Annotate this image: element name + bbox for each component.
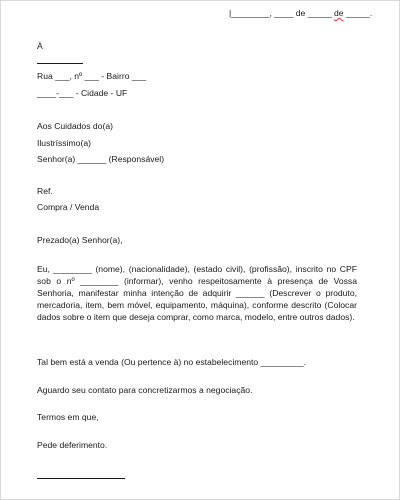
- reference-subject: Compra / Venda: [37, 202, 100, 212]
- date-line: [229, 8, 372, 18]
- greeting: Prezado(a) Senhor(a),: [37, 235, 123, 245]
- date-blanks: |________, ____ de _____: [229, 8, 334, 18]
- recipient-city: ____-___ - Cidade - UF: [37, 88, 128, 98]
- closing-terms: Termos em que,: [37, 412, 99, 422]
- body-paragraph-1: Eu, ________ (nome), (nacionalidade), (estado civil), (profissão), inscrito no CPF sob o nº ________ (informar), venho respeitosamente à presença de Vossa Senhoria, manifestar minha intenção de adquirir ______ (Descrever o produto, mercadoria, item, bem móvel, equipamento, máquina), conforme descrito (Colocar dados sobre o item que deseja comprar, como marca, modelo, entre outros dados).: [37, 264, 357, 322]
- care-person: Senhor(a) ______ (Responsável): [37, 154, 165, 164]
- recipient-street: Rua ___, nº ___ - Bairro ___: [37, 71, 147, 81]
- body-paragraph-2: Tal bem está a venda (Ou pertence à) no estabelecimento _________.: [37, 357, 306, 367]
- care-attention: Aos Cuidados do(a): [37, 121, 113, 131]
- recipient-name-line: [37, 63, 83, 64]
- care-title: Ilustríssimo(a): [37, 138, 91, 148]
- date-de-misspelled: de: [333, 8, 344, 18]
- date-year: _____.: [345, 8, 373, 18]
- reference-label: Ref.: [37, 186, 53, 196]
- body-paragraph-3: Aguardo seu contato para concretizarmos a negociação.: [37, 385, 253, 395]
- recipient-to: À: [37, 41, 43, 51]
- signature-line: [37, 478, 125, 479]
- closing-request: Pede deferimento.: [37, 440, 108, 450]
